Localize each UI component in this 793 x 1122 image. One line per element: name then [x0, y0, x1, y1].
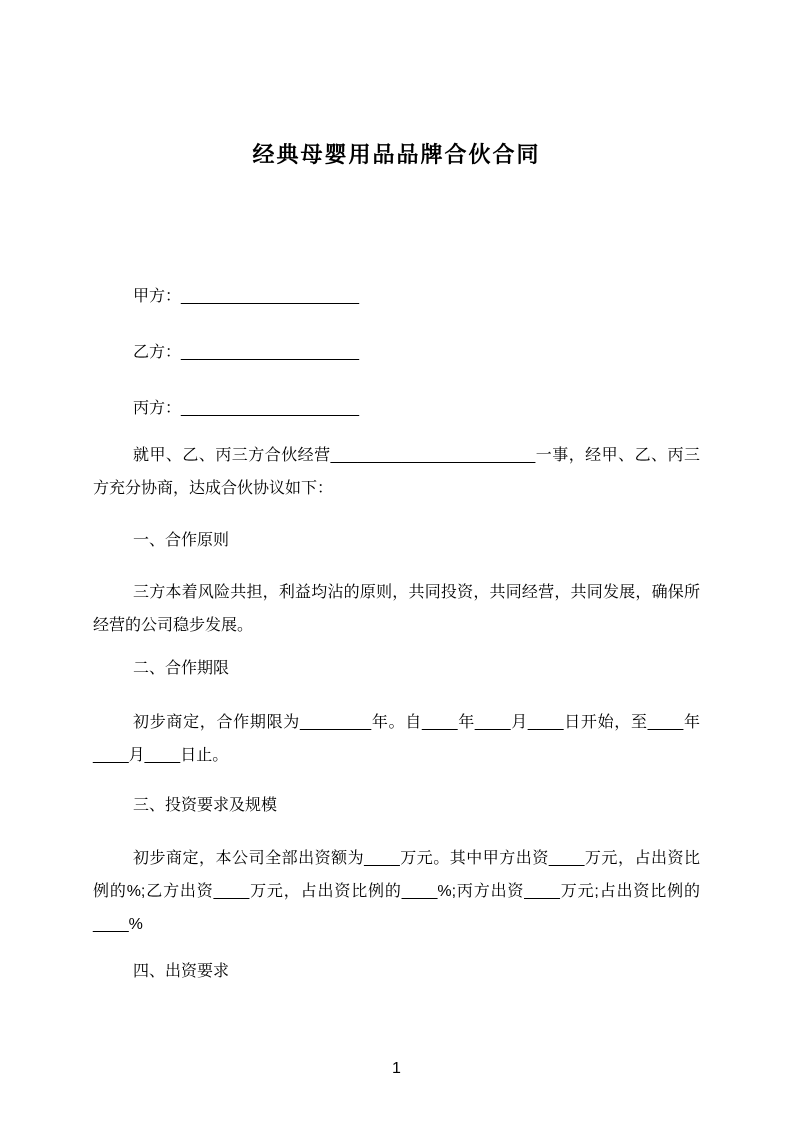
parties-block: [93, 280, 700, 425]
intro-blank-line: _______________________: [330, 447, 536, 464]
party-c-label: 丙方：: [133, 400, 182, 417]
party-b-label: 乙方：: [133, 344, 182, 361]
intro-tail-text: 一事，经甲、乙、丙三方充分协商，达成合伙协议如下：: [93, 447, 700, 497]
party-c-line: [93, 392, 700, 425]
party-a-label: 甲方：: [133, 288, 182, 305]
party-a-blank-line: ____________________: [181, 288, 359, 305]
section-2-body: 初步商定，合作期限为________年。自____年____月____日开始，至____年____月____日止。: [93, 714, 700, 764]
intro-paragraph: [93, 439, 700, 505]
section-4-heading: 四、出资要求: [133, 963, 230, 980]
intro-lead-text: 就甲、乙、丙三方合伙经营: [133, 447, 331, 464]
section-1-heading: 一、合作原则: [133, 532, 230, 549]
party-b-line: [93, 336, 700, 369]
party-c-blank-line: ____________________: [181, 400, 359, 417]
section-3-heading: 三、投资要求及规模: [133, 797, 278, 814]
document-title: 经典母婴用品品牌合伙合同: [252, 142, 541, 167]
party-b-blank-line: ____________________: [181, 344, 359, 361]
page-number: 1: [392, 1060, 401, 1077]
section-3-body: 初步商定，本公司全部出资额为____万元。其中甲方出资____万元，占出资比例的%;乙方出资____万元，占出资比例的____%;丙方出资____万元;占出资比例的____%: [93, 850, 700, 933]
party-a-line: [93, 280, 700, 313]
section-1-body: 三方本着风险共担，利益均沾的原则，共同投资，共同经营，共同发展，确保所经营的公司稳步发展。: [93, 584, 700, 634]
section-2-heading: 二、合作期限: [133, 660, 230, 677]
